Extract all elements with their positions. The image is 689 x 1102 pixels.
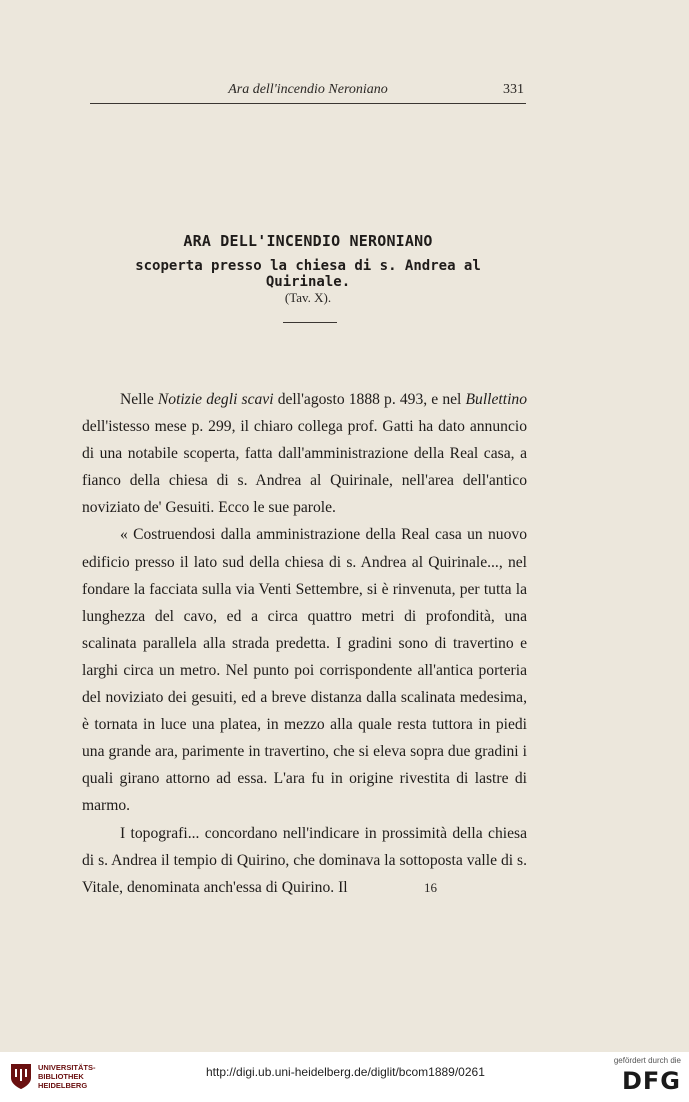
body-paragraph: [82, 521, 527, 819]
paragraph-text: dell'agosto 1888 p. 493, e nel: [273, 391, 466, 408]
title-rule: [283, 322, 337, 323]
funding-note: gefördert durch die: [613, 1056, 681, 1065]
body-paragraph: [82, 820, 527, 901]
paragraph-text: « Costruendosi dalla amministrazione della Real casa un nuovo edificio presso il lato sud della chiesa di s. Andrea al Quirinale..., nel fondare la facciata sulla via Venti Settembre, si è rinvenuta, per tutta la lunghezza del cavo, ed a circa quattro metri di profondità, una scalinata parallela alla strada predetta. I gradini sono di travertino e larghi circa un metro. Nel punto poi corrispondente all'antica porteria del noviziato dei gesuiti, ed a breve distanza dalla scalinata medesima, è tornata in luce una platea, in mezzo alla quale resta tuttora in piedi una grande ara, parimente in travertino, che si eleva sopra due gradini i quali girano attorno ad essa. L'ara fu in origine rivestita di lastre di marmo.: [82, 526, 527, 815]
body-paragraph: [82, 386, 527, 521]
article-subtitle: scoperta presso la chiesa di s. Andrea al Quirinale.: [135, 258, 481, 290]
paragraph-text: Nelle: [120, 391, 158, 408]
university-seal-icon: [8, 1061, 34, 1091]
viewer-footer: [0, 1052, 689, 1102]
italic-citation: Notizie degli scavi: [157, 391, 274, 408]
permalink-url[interactable]: http://digi.ub.uni-heidelberg.de/diglit/bcom1889/0261: [206, 1065, 485, 1079]
running-title: Ara dell'incendio Neroniano: [228, 82, 388, 97]
paragraph-text: dell'istesso mese p. 299, il chiaro collega prof. Gatti ha dato annuncio di una notabile scoperta, fatta dall'amministrazione della Real casa, a fianco della chiesa di s. Andrea al Quirinale, nell'area dell'antico noviziato de' Gesuiti. Ecco le sue parole.: [82, 418, 527, 517]
header-rule: [90, 103, 526, 104]
dfg-logo-icon: DFG: [621, 1067, 681, 1095]
plate-reference: (Tav. X).: [284, 290, 332, 305]
body-text: [82, 386, 527, 901]
folio-signature: 16: [424, 880, 437, 895]
page-number: 331: [503, 82, 524, 97]
running-header: [90, 82, 526, 102]
article-title: ARA DELL'INCENDIO NERONIANO: [183, 232, 433, 250]
paragraph-text: I topografi... concordano nell'indicare in prossimità della chiesa di s. Andrea il tempio di Quirino, che dominava la sottoposta valle di s. Vitale, denominata anch'essa di Quirino. Il: [82, 824, 527, 896]
library-name: UNIVERSITÄTS- BIBLIOTHEK HEIDELBERG: [38, 1063, 96, 1090]
italic-citation: Bullettino: [465, 391, 528, 408]
